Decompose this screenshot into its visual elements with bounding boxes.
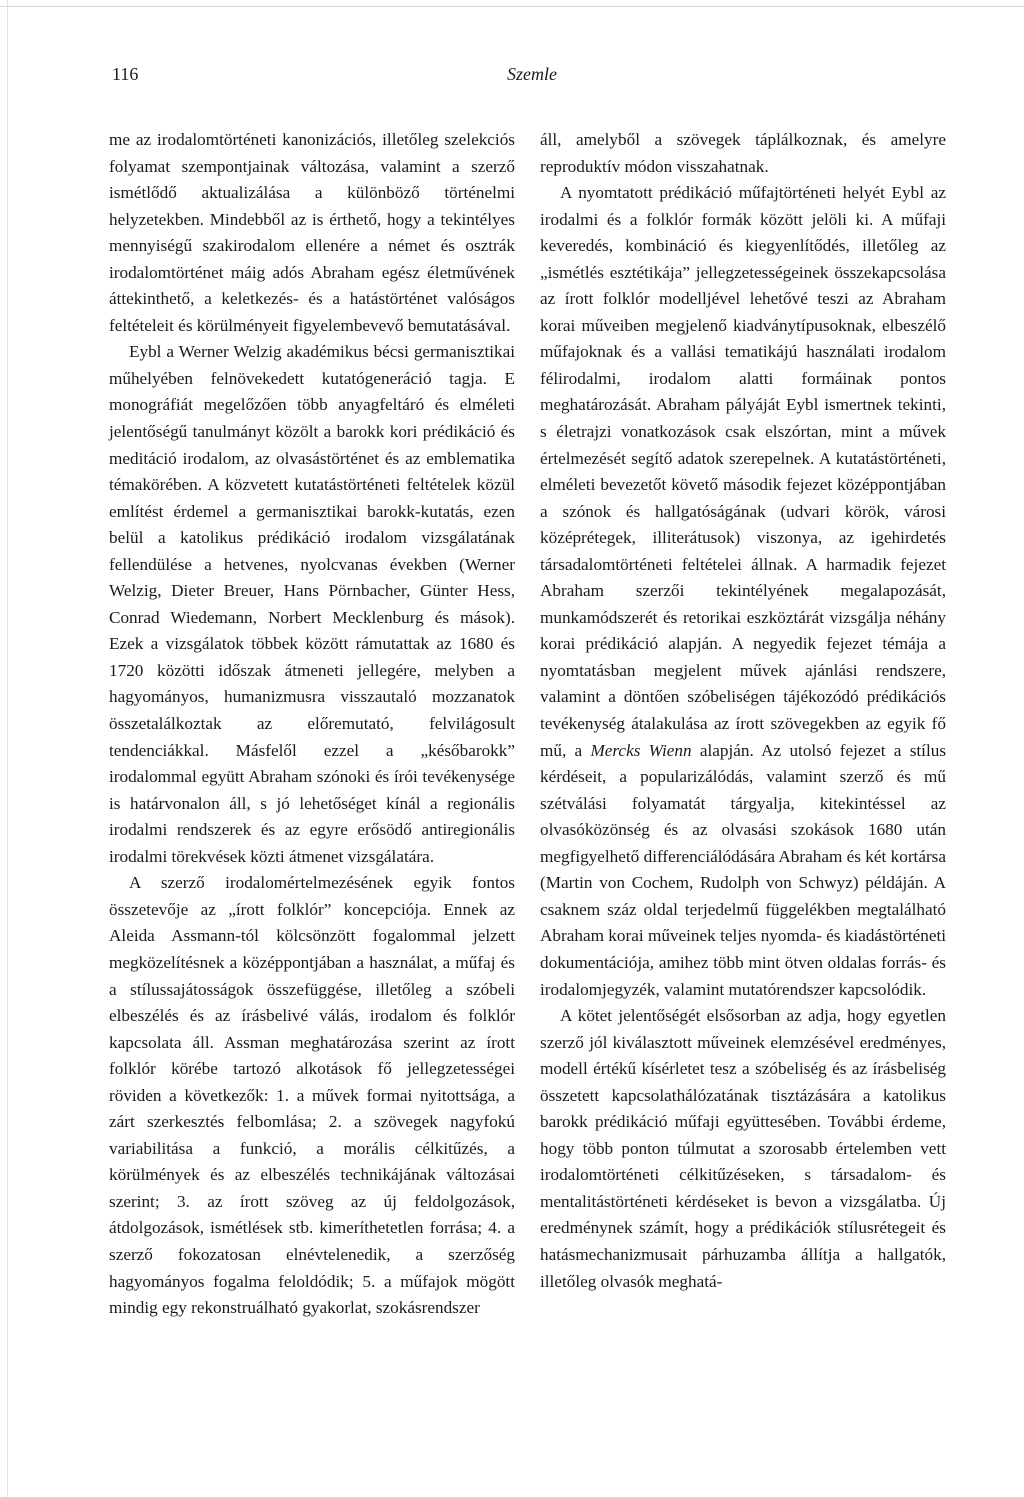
page-top-edge (0, 6, 1024, 7)
left-paragraph-3: A szerző irodalomértelmezésének egyik fontos összetevője az „írott folklór” koncepciója. Ennek az Aleida Assmann-tól kölcsönzött fogalommal jelzett megközelítésnek a középpontjában a használat, a műfaj és a stílussajátosságok összefüggése, illetőleg a szóbeli elbeszélés és az írásbelivé válás, irodalom és folklór kapcsolata áll. Assman meghatározása szerint az írott folklór körébe tartozó alkotások fő jellegzetességei röviden a következők: 1. a művek formai nyitottsága, a zárt szerkesztés felbomlása; 2. a szövegek nagyfokú variabilitása a funkció, a morális célkitűzés, a körülmények és az elbeszélés technikájának változásai szerint; 3. az írott szöveg az új feldolgozások, átdolgozások, ismétlések stb. kimeríthetetlen forrása; 4. a szerző fokozatosan elnévtelenedik, a szerzőség hagyományos fogalma feloldódik; 5. a műfajok mögött mindig egy rekonstruálható gyakorlat, szokásrendszer (109, 873, 515, 1318)
right-paragraph-3: A kötet jelentőségét elsősorban az adja, hogy egyetlen szerző jól kiválasztott műveinek elemzésével eredményes, modell értékű kísérletet tesz a szóbeliség és az írásbeliség összetett kapcsolathálózatának tisztázására a katolikus barokk prédikáció műfaji együttesében. További érdeme, hogy több ponton túlmutat a szorosabb értelemben vett irodalomtörténeti célkitűzéseken, s társadalom- és mentalitástörténeti kérdéseket is bevon a vizsgálatba. Új eredménynek számít, hogy a prédikációk stílusrétegeit és hatásmechanizmusait párhuzamba állítja a hallgatók, illetőleg olvasók meghatá- (540, 1006, 946, 1291)
right-paragraph-2 (540, 180, 946, 1003)
left-paragraph-2: Eybl a Werner Welzig akadémikus bécsi germanisztikai műhelyében felnövekedett kutatógeneráció tagja. E monográfiát megelőzően több anyagfeltáró és elméleti jelentőségű tanulmányt közölt a barokk kori prédikáció és meditáció irodalom, az olvasástörténet és az emblematika témakörében. A közvetett kutatástörténeti feltételek közül említést érdemel a germanisztikai barokk-kutatás, ezen belül a katolikus prédikáció irodalom vizsgálatának fellendülése a hetvenes, nyolcvanas években (Werner Welzig, Dieter Breuer, Hans Pörnbacher, Günter Hess, Conrad Wiedemann, Norbert Mecklenburg és mások). Ezek a vizsgálatok többek között rámutattak az 1680 és 1720 közötti időszak átmeneti jellegére, melyben a hagyományos, humanizmusra visszautaló mozzanatok összetalálkoztak az előremutató, felvilágosult tendenciákkal. Másfelől ezzel a „későbarokk” irodalommal együtt Abraham szónoki és írói tevékenysége is határvonalon áll, s jó lehetőséget kínál a regionális irodalmi rendszerek és az egyre erősödő antiregionális irodalmi törekvések közti átmenet vizsgálatára. (109, 342, 515, 866)
page-number: 116 (112, 64, 139, 84)
right-paragraph-2-text-b: alapján. Az utolsó fejezet a stílus kérdéseit, a popularizálódás, valamint szerző és mű szétválási folyamatát tárgyalja, kitekintéssel az olvasóközönség és az olvasási szokások 1680 után megfigyelhető differenciálódására Abraham és két kortársa (Martin von Cochem, Rudolph von Schwyz) példáján. A csaknem száz oldal terjedelmű függelékben megtalálható Abraham korai műveinek teljes nyomda- és kiadástörténeti dokumentációja, amihez több mint ötven oldalas forrás- és irodalomjegyzék, valamint mutatórendszer kapcsolódik. (540, 740, 947, 999)
right-column (540, 127, 946, 1295)
work-title-mercks-wienn: Mercks Wienn (590, 740, 692, 760)
left-paragraph-1: me az irodalomtörténeti kanonizációs, illetőleg szelekciós folyamat szempontjainak változása, valamint a szerző ismétlődő aktualizálása a különböző történelmi helyzetekben. Mindebből az is érthető, hogy a tekintélyes mennyiségű szakirodalom ellenére a német és osztrák irodalomtörténet máig adós Abraham egész életművének áttekinthető, a keletkezés- és a hatástörténet valóságos feltételeit és körülményeit figyelembevevő bemutatásával. (109, 130, 515, 335)
running-head (112, 62, 952, 86)
page-left-edge (7, 0, 8, 1497)
left-column (109, 127, 515, 1322)
right-paragraph-2-text-a: A nyomtatott prédikáció műfajtörténeti helyét Eybl az irodalmi és a folklór formák között jelöli ki. A műfaji keveredés, kombináció és kiegyenlítődés, illetőleg az „ismétlés esztétikája” jellegzetességeinek összekapcsolása az írott folklór modelljével lehetővé teszi az Abraham korai műveiben megjelenő kiadványtípusoknak, elbeszélő műfajoknak és a vallási tematikájú használati irodalom félirodalmi, irodalom alatti formáinak pontos meghatározását. Abraham pályáját Eybl ismertnek tekinti, s életrajzi vonatkozások csak elszórtan, mint a művek értelmezését segítő adatok szerepelnek. A kutatástörténeti, elméleti bevezetőt követő második fejezet középpontjában a szónok és hallgatóságának (udvari körök, városi középrétegek, illiterátusok) viszonya, az igehirdetés társadalomtörténeti feltételei állnak. A harmadik fejezet Abraham szerzői tekintélyének megalapozását, munkamódszerét és retorikai eszköztárát vizsgálja néhány korai prédikáció alapján. A negyedik fejezet témája a nyomtatásban megjelent művek ajánlási rendszere, valamint a döntően szóbeliségen tájékozódó prédikációs tevékenység átalakulása az írott szövegekben az egyik fő mű, a (540, 183, 946, 760)
right-paragraph-1: áll, amelyből a szövegek táplálkoznak, és amelyre reproduktív módon visszahatnak. (540, 130, 946, 176)
section-title: Szemle (507, 64, 557, 84)
